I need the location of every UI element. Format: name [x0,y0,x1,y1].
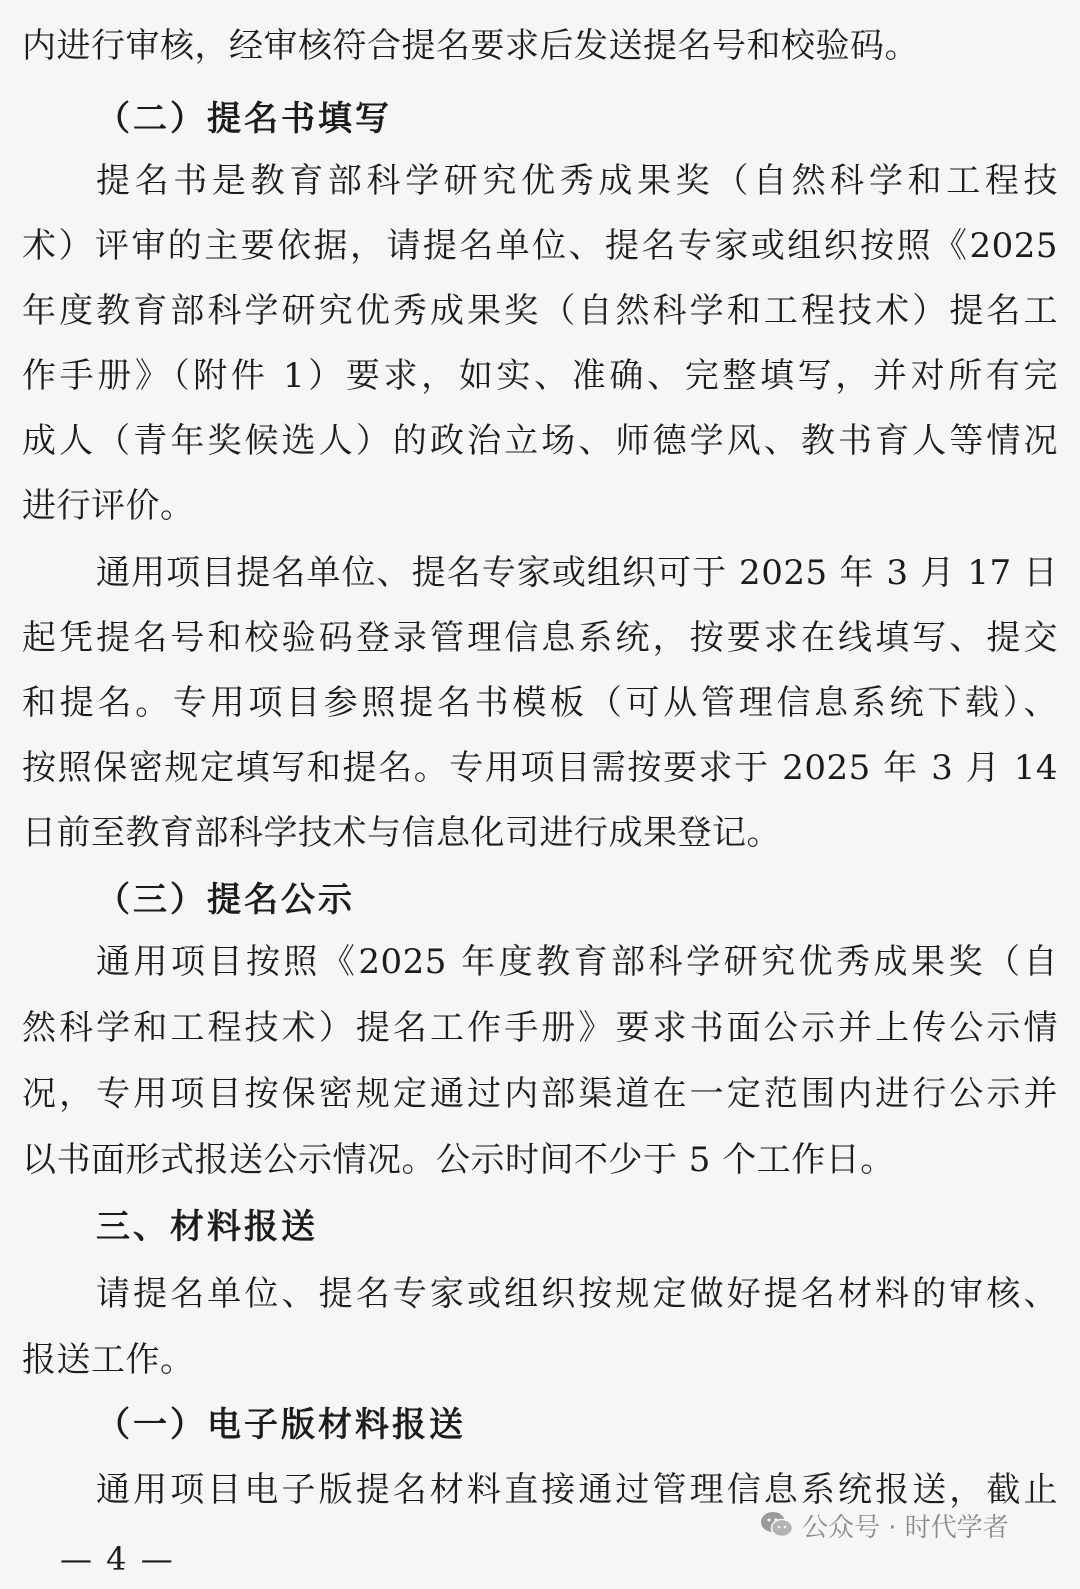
text-line-1: 内进行审核，经审核符合提名要求后发送提名号和校验码。 [22,26,919,66]
watermark-text: 公众号 · 时代学者 [802,1512,1009,1543]
section-heading-nomination-publicity: （三）提名公示 [96,880,355,920]
section-heading-electronic-materials: （一）电子版材料报送 [96,1405,466,1445]
wechat-icon [760,1511,794,1539]
text-line-8: 进行评价。 [22,486,195,526]
text-line-17: 况，专用项目按保密规定通过内部渠道在一定范围内进行公示并 [22,1074,1058,1114]
text-line-7: 成人（青年奖候选人）的政治立场、师德学风、教书育人等情况 [22,421,1058,461]
text-line-15: 通用项目按照《2025 年度教育部科学研究优秀成果奖（自 [96,942,1058,982]
text-line-9: 通用项目提名单位、提名专家或组织可于 2025 年 3 月 17 日 [96,553,1058,593]
text-line-3: 提名书是教育部科学研究优秀成果奖（自然科学和工程技 [96,161,1058,201]
text-line-10: 起凭提名号和校验码登录管理信息系统，按要求在线填写、提交 [22,618,1058,658]
text-line-11: 和提名。专用项目参照提名书模板（可从管理信息系统下载）、 [22,683,1058,723]
text-line-18: 以书面形式报送公示情况。公示时间不少于 5 个工作日。 [22,1140,895,1180]
text-line-21: 报送工作。 [22,1340,195,1380]
text-line-13: 日前至教育部科学技术与信息化司进行成果登记。 [22,813,781,853]
text-line-6: 作手册》（附件 1）要求，如实、准确、完整填写，并对所有完 [22,356,1058,396]
text-line-20: 请提名单位、提名专家或组织按规定做好提名材料的审核、 [96,1274,1058,1314]
text-line-5: 年度教育部科学研究优秀成果奖（自然科学和工程技术）提名工 [22,291,1058,331]
section-heading-material-submission: 三、材料报送 [96,1207,318,1247]
text-line-16: 然科学和工程技术）提名工作手册》要求书面公示并上传公示情 [22,1008,1058,1048]
text-line-4: 术）评审的主要依据，请提名单位、提名专家或组织按照《2025 [22,226,1058,266]
watermark [760,1505,1009,1545]
page-number: — 4 — [60,1540,175,1578]
section-heading-nomination-form: （二）提名书填写 [96,99,392,139]
text-line-23: 通用项目电子版提名材料直接通过管理信息系统报送，截止 [96,1470,1058,1510]
text-line-12: 按照保密规定填写和提名。专用项目需按要求于 2025 年 3 月 14 [22,748,1058,788]
